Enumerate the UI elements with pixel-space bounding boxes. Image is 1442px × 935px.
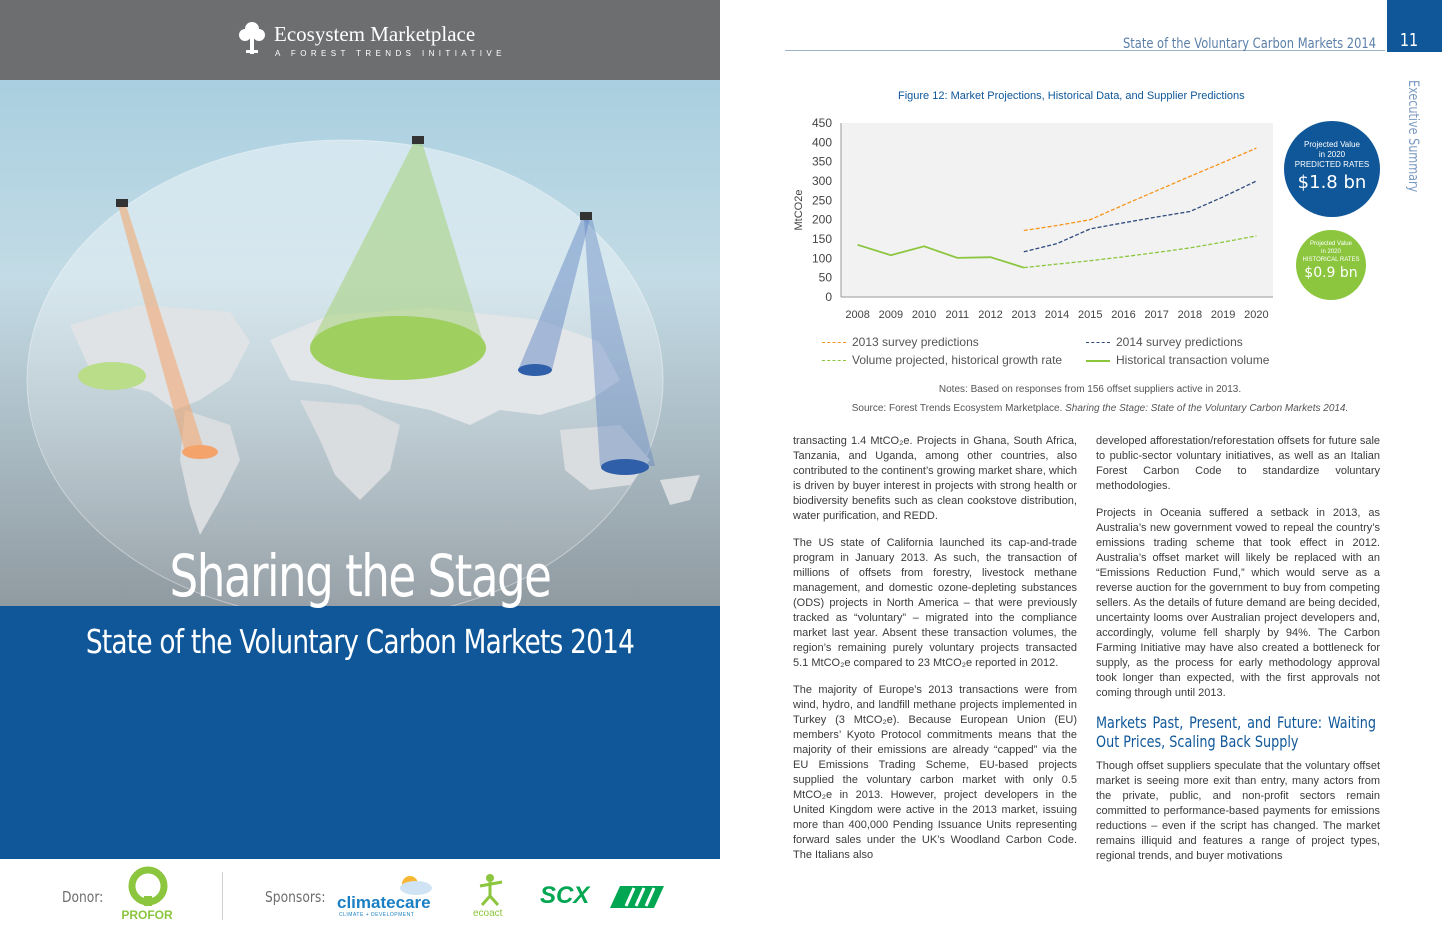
legend-item [822,335,979,349]
sponsor-climatecare-tagline: CLIMATE + DEVELOPMENT [339,912,415,918]
sponsor-climatecare: climatecare [337,893,431,912]
scx-stripes-icon [604,886,664,908]
figure-source-text: Source: Forest Trends Ecosystem Marketplace. [851,403,1066,414]
callout-value: $0.9 bn [1304,265,1358,281]
brand-tagline: A FOREST TRENDS INITIATIVE [275,49,506,58]
y-tick-label: 300 [811,174,832,188]
legend-label: 2014 survey predictions [1116,335,1243,349]
page-number: 11 [1399,30,1419,51]
y-tick-label: 0 [825,290,832,304]
world-map-spotlights-illustration [0,80,720,606]
brand-name: Ecosystem Marketplace [274,22,476,46]
body-column-right [1096,434,1380,876]
x-tick-label: 2011 [945,309,970,321]
x-tick-label: 2017 [1144,309,1169,321]
y-tick-label: 400 [811,135,832,150]
report-subtitle: State of the Voluntary Carbon Markets 2014 [85,622,635,661]
y-tick-label: 150 [811,232,832,246]
x-tick-label: 2009 [878,309,904,321]
x-tick-label: 2010 [911,309,937,321]
x-tick-label: 2018 [1177,309,1203,321]
callout-line: Projected Value [1304,140,1360,149]
running-header: State of the Voluntary Carbon Markets 2014 [1123,36,1376,52]
legend-label: 2013 survey predictions [852,335,979,349]
callout-value: $1.8 bn [1297,172,1367,193]
sponsor-scx: SCX [540,882,590,909]
body-paragraph: Though offset suppliers speculate that the voluntary offset market is seeing more exit than entry, many actors from the private, public, and non-profit sectors remain committed to performance-based payments for emissions reductions – even if the script has changed. The market remains illiquid and features a range of project types, regional trends, and buyer motivations [1096,760,1380,862]
section-side-tab [1405,80,1427,193]
x-tick-label: 2019 [1210,309,1236,321]
cover-illustration [0,80,720,606]
x-tick-label: 2014 [1044,309,1070,321]
footer-divider [222,872,223,920]
body-paragraph: developed afforestation/reforestation offsets for future sale to public-sector voluntary initiatives, as well as an Italian Forest Carbon Code to standardize voluntary methodologies. [1096,435,1380,492]
market-projections-chart [780,110,1280,325]
legend-swatch [1086,342,1110,343]
x-tick-label: 2016 [1111,309,1136,321]
y-axis-label: MtCO2e [793,189,805,231]
body-paragraph: The majority of Europe’s 2013 transactions were from wind, hydro, and landfill methane projects implemented in Turkey (3 MtCO₂e). Because European Union (EU) members’ Kyoto Protocol commitments means that the majority of their emissions are already “capped” via the EU Emissions Trading Scheme, EU-based projects supplied the voluntary carbon market with only 0.5 MtCO₂e in 2013. However, project developers in the United Kingdom were active in the 2013 market, issuing more than 400,000 Pending Issuance Units representing forward sales under the UK’s Woodland Carbon Code. The Italians also [793,684,1077,861]
callout-line: HISTORICAL RATES [1302,257,1360,263]
legend-label: Historical transaction volume [1116,353,1270,367]
legend-item [1086,335,1243,349]
legend-item [822,353,1062,367]
callout-line: PREDICTED RATES [1294,160,1370,169]
donor-label: Donor: [62,888,104,906]
x-tick-label: 2008 [845,309,870,321]
profor-logo-icon [118,866,178,906]
y-tick-label: 200 [811,212,832,227]
callout-line: in 2020 [1318,150,1346,159]
x-tick-label: 2015 [1077,309,1103,321]
section-heading: Markets Past, Present, and Future: Waiting Out Prices, Scaling Back Supply [1096,713,1376,751]
section-side-tab-label: Executive Summary [1405,80,1421,193]
report-title: Sharing the Stage [169,542,551,610]
plot-area [841,123,1273,297]
legend-item [1086,353,1269,367]
y-tick-label: 100 [811,251,832,266]
sponsors-label: Sponsors: [265,888,326,906]
legend-swatch [822,342,846,343]
body-column-left [793,434,1077,875]
report-cover [0,0,720,935]
legend-swatch [822,360,846,361]
projected-value-historical-callout [1296,230,1366,300]
legend-swatch [1086,360,1110,362]
y-tick-label: 350 [811,154,832,169]
legend-label: Volume projected, historical growth rate [852,353,1063,367]
figure-title: Figure 12: Market Projections, Historical Data, and Supplier Predictions [898,90,1245,102]
sponsor-ecoact: ecoact [473,908,503,919]
x-tick-label: 2020 [1244,309,1269,321]
ecoact-logo-icon [476,872,506,906]
x-tick-label: 2012 [978,309,1003,321]
y-tick-label: 450 [811,116,832,130]
tree-logo-icon [238,20,266,56]
donor-name: PROFOR [121,908,173,922]
y-tick-label: 250 [811,193,832,208]
body-paragraph: transacting 1.4 MtCO₂e. Projects in Ghana, South Africa, Tanzania, and Uganda, among other countries, also contributed to the continent’s growing market share, which is driven by buyer interest in projects with strong health or biodiversity benefits such as clean cookstove distribution, water purification, and REDD. [793,435,1077,522]
body-paragraph: Projects in Oceania suffered a setback in 2013, as Australia’s new government vowed to repeal the country’s emissions trading scheme that took effect in 2012. Australia’s offset market will likely be replaced with an “Emissions Reduction Fund,” which would serve as a reverse auction for the government to buy from competing sellers. As the details of future demand are being decided, uncertainty looms over Australian project developers and, accordingly, volume fell sharply by 94%. The Carbon Farming Initiative may have also created a bottleneck for supply, as the process for early methodology approval took longer than expected, with the first approvals not coming through until 2013. [1096,507,1380,699]
x-tick-label: 2013 [1011,309,1037,321]
body-paragraph: The US state of California launched its cap-and-trade program in January 2013. As such, the transaction of millions of offsets from forestry, livestock methane management, and domestic ozone-depleting substances (ODS) projects in North America – that were previously tracked as “voluntary” – migrated into the compliance market last year. Absent these transaction volumes, the region’s remaining purely voluntary projects transacted 5.1 MtCO₂e compared to 23 MtCO₂e reported in 2012. [793,537,1077,669]
figure-notes: Notes: Based on responses from 156 offset suppliers active in 2013. [938,384,1242,395]
projected-value-predicted-callout [1284,121,1380,217]
callout-line: in 2020 [1321,249,1341,255]
figure-source [760,403,1440,414]
callout-line: Projected Value [1310,241,1352,247]
y-tick-label: 50 [818,270,832,285]
figure-source-title: Sharing the Stage: State of the Voluntary Carbon Markets 2014. [1065,403,1349,414]
